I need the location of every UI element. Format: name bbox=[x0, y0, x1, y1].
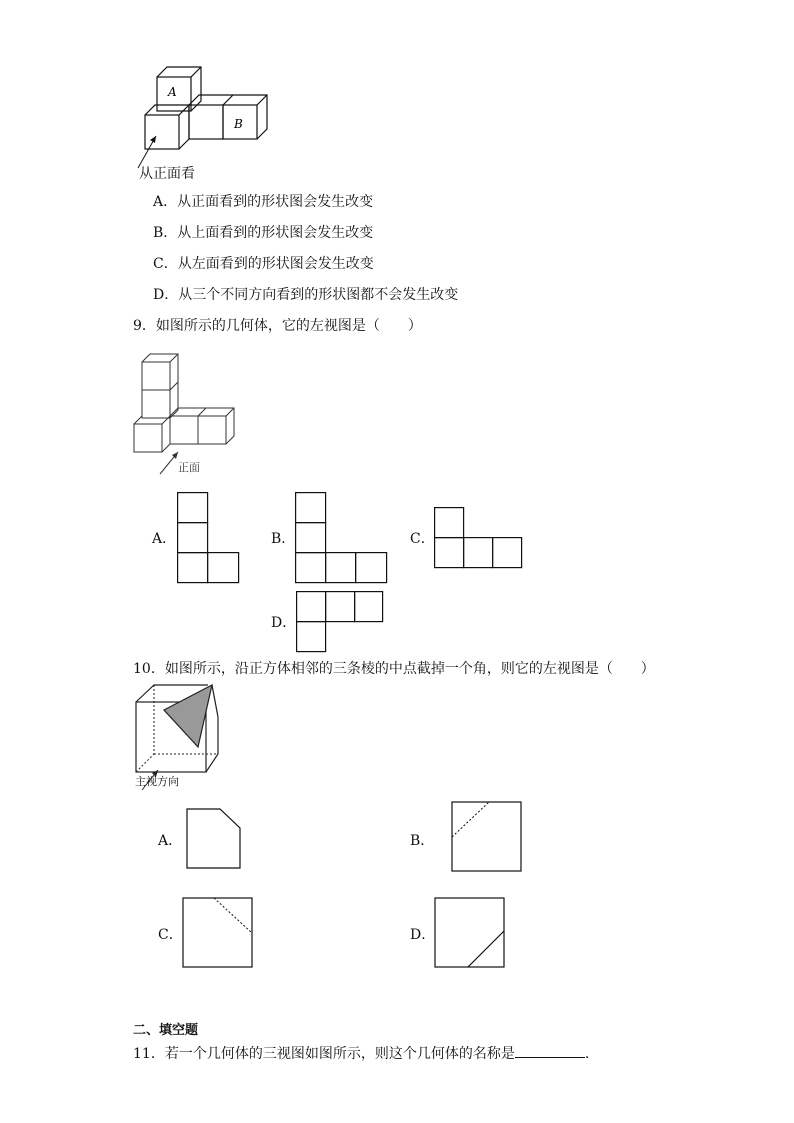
q9-view-label: 正面 bbox=[178, 461, 200, 474]
q11-period: . bbox=[584, 1046, 590, 1062]
q9-option-d-letter: D． bbox=[271, 615, 297, 631]
q10-option-d-figure bbox=[434, 897, 506, 969]
q8-option-c bbox=[153, 255, 374, 273]
q10-option-b-letter: B． bbox=[410, 833, 435, 849]
q10-option-b-figure bbox=[451, 801, 523, 873]
q9-option-b-figure bbox=[295, 492, 389, 584]
option-text: 从上面看到的形状图会发生改变 bbox=[177, 225, 374, 241]
q9-option-c-figure bbox=[434, 507, 524, 569]
option-letter: C． bbox=[153, 256, 178, 272]
q8-view-label: 从正面看 bbox=[139, 166, 195, 182]
section-heading-fill-in: 二、填空题 bbox=[133, 1023, 199, 1038]
q10-option-c-letter: C． bbox=[158, 927, 183, 943]
option-text: 从正面看到的形状图会发生改变 bbox=[177, 194, 374, 210]
q10-view-label: 主视方向 bbox=[135, 775, 179, 788]
q8-option-d bbox=[153, 286, 458, 304]
q9-option-d-figure bbox=[296, 591, 386, 653]
option-text: 从左面看到的形状图会发生改变 bbox=[177, 256, 374, 272]
q9-option-a-figure bbox=[177, 492, 241, 584]
q8-option-a bbox=[153, 193, 373, 211]
q11-answer-blank[interactable] bbox=[515, 1044, 585, 1058]
option-letter: A． bbox=[153, 194, 178, 210]
q10-option-c-figure bbox=[182, 897, 254, 969]
q9-stem: 9．如图所示的几何体，它的左视图是（ ） bbox=[133, 318, 422, 334]
q11-text: 11．若一个几何体的三视图如图所示，则这个几何体的名称是 bbox=[133, 1046, 515, 1062]
option-text: 从三个不同方向看到的形状图都不会发生改变 bbox=[178, 287, 459, 303]
q10-option-a-letter: A． bbox=[158, 833, 183, 849]
q9-option-a-letter: A． bbox=[152, 531, 177, 547]
q10-option-d-letter: D． bbox=[410, 927, 436, 943]
cube-label-a: A bbox=[168, 85, 177, 99]
option-letter: B． bbox=[153, 225, 178, 241]
q10-stem: 10．如图所示，沿正方体相邻的三条棱的中点截掉一个角，则它的左视图是（ ） bbox=[133, 661, 655, 677]
q9-option-b-letter: B． bbox=[271, 531, 296, 547]
q11-stem bbox=[133, 1044, 589, 1063]
q10-option-a-figure bbox=[186, 808, 244, 870]
q8-option-b bbox=[153, 224, 373, 242]
q9-option-c-letter: C． bbox=[410, 531, 435, 547]
option-letter: D． bbox=[153, 287, 179, 303]
cube-label-b: B bbox=[234, 117, 243, 131]
